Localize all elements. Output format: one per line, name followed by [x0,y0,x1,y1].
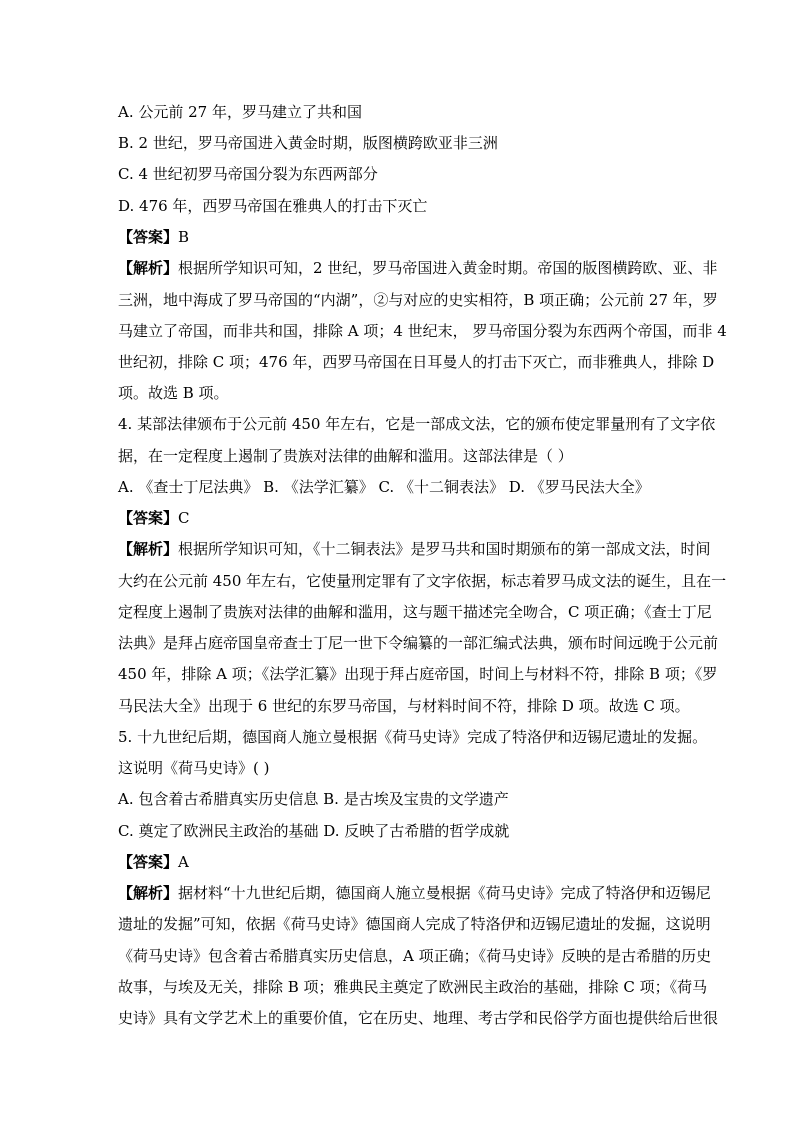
q3-analysis-line-1: 【解析】根据所学知识可知，2 世纪，罗马帝国进入黄金时期。帝国的版图横跨欧、亚、非 [118,259,718,277]
q4-stem-line-1: 4. 某部法律颁布于公元前 450 年左右，它是一部成文法，它的颁布使定罪量刑有了文字依 [118,415,716,433]
q3-option-b: B. 2 世纪，罗马帝国进入黄金时期，版图横跨欧亚非三洲 [118,134,498,152]
q5-analysis-line-3: 《荷马史诗》包含着古希腊真实历史信息，A 项正确；《荷马史诗》反映的是古希腊的历史 [118,947,712,965]
q4-analysis-line-6: 马民法大全》出现于 6 世纪的东罗马帝国，与材料时间不符，排除 D 项。故选 C 项。 [118,697,690,715]
q3-answer [118,227,189,247]
q4-analysis-line-3: 定程度上遏制了贵族对法律的曲解和滥用，这与题干描述完全吻合，C 项正确；《查士丁尼 [118,603,712,621]
q5-options-line-2: C. 奠定了欧洲民主政治的基础 D. 反映了古希腊的哲学成就 [118,822,510,840]
q4-analysis-label: 【解析】 [118,540,179,558]
q3-option-c: C. 4 世纪初罗马帝国分裂为东西两部分 [118,165,378,183]
q5-analysis-label: 【解析】 [118,884,179,902]
q4-answer-label: 【答案】 [118,509,179,527]
q5-analysis-line-2: 遗址的发掘”可知，依据《荷马史诗》德国商人完成了特洛伊和迈锡尼遗址的发掘，这说明 [118,915,711,933]
q5-answer-label: 【答案】 [118,853,179,871]
q4-answer-value: C [178,509,190,527]
q4-analysis-line-4: 法典》是拜占庭帝国皇帝查士丁尼一世下令编纂的一部汇编式法典，颁布时间远晚于公元前 [118,634,719,652]
q3-answer-value: B [178,228,190,246]
q3-analysis-line-2: 三洲，地中海成了罗马帝国的“内湖”，②与对应的史实相符，B 项正确；公元前 27 年，罗 [118,291,718,309]
q5-analysis-line-1: 【解析】据材料“十九世纪后期，德国商人施立曼根据《荷马史诗》完成了特洛伊和迈锡尼 [118,884,711,902]
q4-analysis-line-1: 【解析】根据所学知识可知，《十二铜表法》是罗马共和国时期颁布的第一部成文法，时间 [118,540,711,558]
q5-answer [118,852,189,872]
q4-analysis-line-2: 大约在公元前 450 年左右，它使量刑定罪有了文字依据，标志着罗马成文法的诞生，且在一 [118,572,727,590]
q3-analysis-label: 【解析】 [118,259,179,277]
q3-option-a: A. 公元前 27 年，罗马建立了共和国 [118,103,362,121]
q3-analysis-line-5: 项。故选 B 项。 [118,384,229,402]
q4-analysis-line-5: 450 年，排除 A 项；《法学汇纂》出现于拜占庭帝国，时间上与材料不符，排除 B 项；《罗 [118,665,718,683]
q3-answer-label: 【答案】 [118,228,179,246]
q5-stem-line-2: 这说明《荷马史诗》( ) [118,759,270,777]
q5-analysis-line-4: 故事，与埃及无关，排除 B 项；雅典民主奠定了欧洲民主政治的基础，排除 C 项；《荷马 [118,978,708,996]
q3-option-d: D. 476 年，西罗马帝国在雅典人的打击下灭亡 [118,197,428,215]
q3-analysis-line-3: 马建立了帝国，而非共和国，排除 A 项；4 世纪末， 罗马帝国分裂为东西两个帝国，而非 4 [118,322,727,340]
q4-stem-line-2: 据，在一定程度上遏制了贵族对法律的曲解和滥用。这部法律是（ ） [118,447,573,465]
q5-answer-value: A [178,853,189,871]
q5-options-line-1: A. 包含着古希腊真实历史信息 B. 是古埃及宝贵的文学遗产 [118,790,509,808]
q4-options: A. 《查士丁尼法典》 B. 《法学汇纂》 C. 《十二铜表法》 D. 《罗马民法大全》 [118,478,650,496]
q4-answer [118,508,190,528]
q5-stem-line-1: 5. 十九世纪后期，德国商人施立曼根据《荷马史诗》完成了特洛伊和迈锡尼遗址的发掘。 [118,728,708,746]
q3-analysis-line-4: 世纪初，排除 C 项；476 年，西罗马帝国在日耳曼人的打击下灭亡，而非雅典人，排除 D [118,353,715,371]
q5-analysis-line-5: 史诗》具有文学艺术上的重要价值，它在历史、地理、考古学和民俗学方面也提供给后世很 [118,1009,719,1027]
